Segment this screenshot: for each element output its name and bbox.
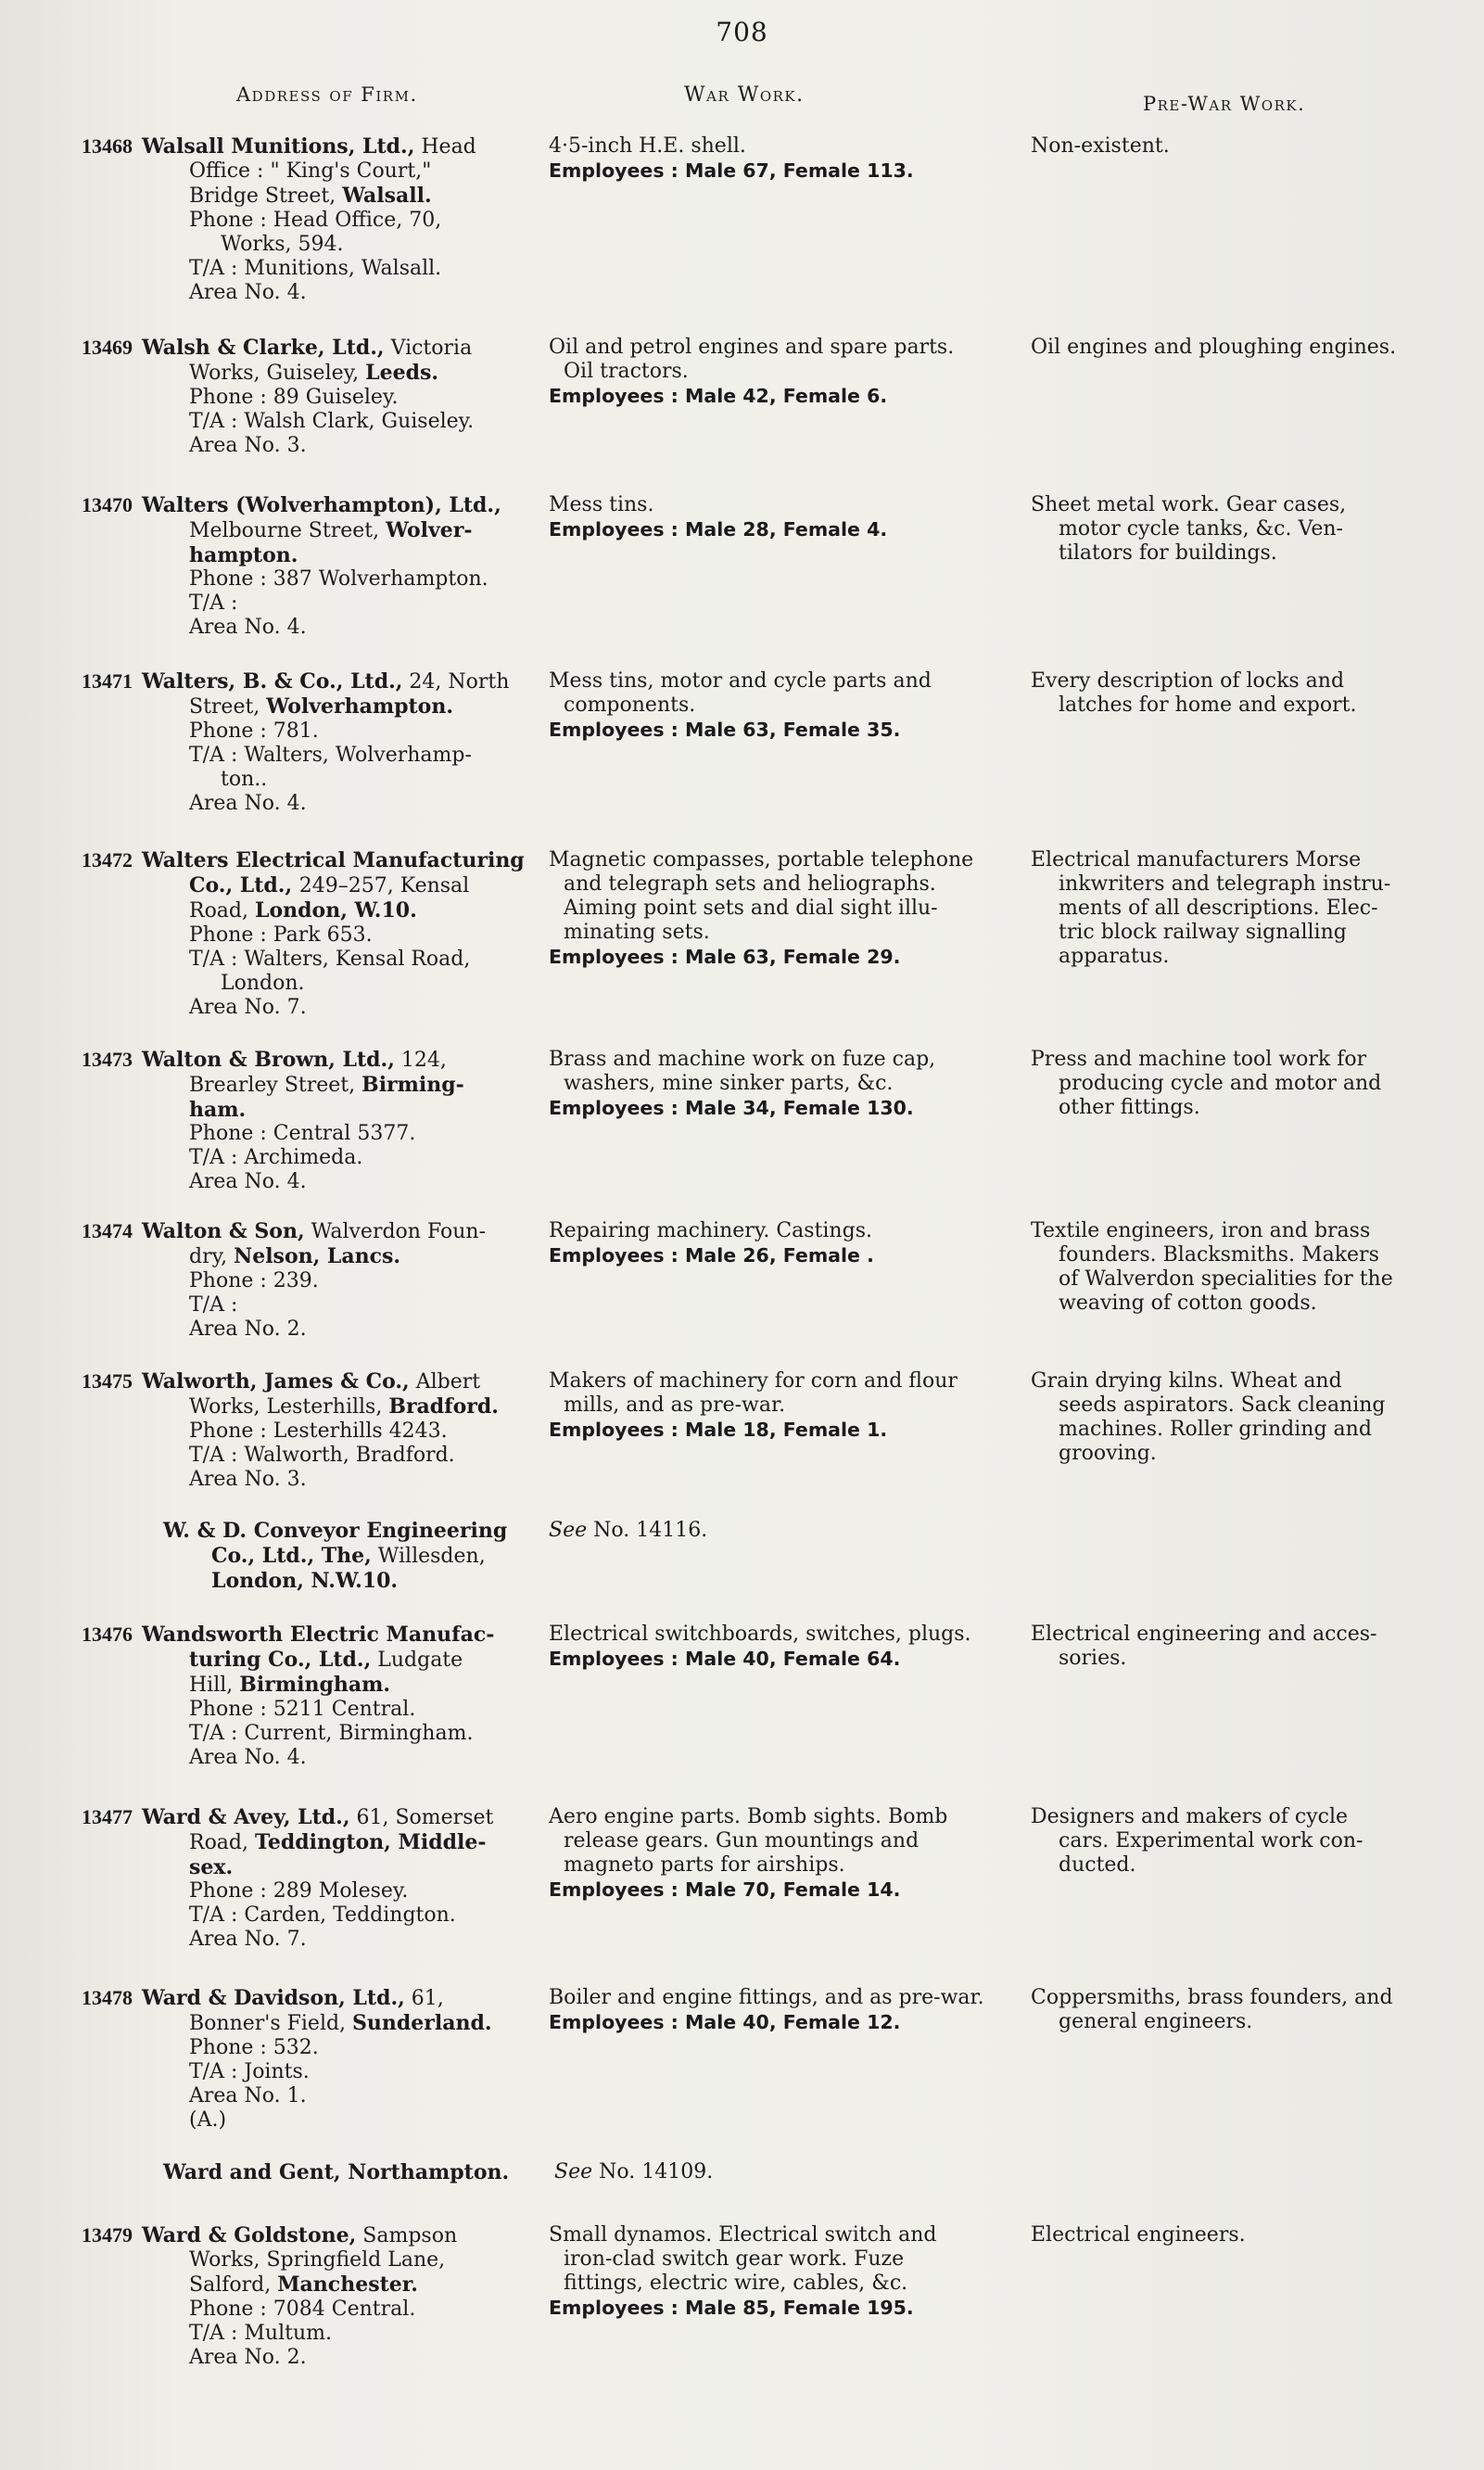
firm-name: Walton & Son, (142, 1219, 305, 1243)
war-work-text: mills, and as pre-war. (564, 1394, 786, 1417)
address-line: Walverdon Foun- (311, 1220, 487, 1243)
firm-name: Walters Electrical Manufacturing (142, 848, 525, 872)
see-reference-label: See (554, 2160, 593, 2184)
entry-number: 13470 (82, 493, 133, 516)
phone: Phone : Lesterhills 4243. (189, 1420, 448, 1443)
employees: Employees : Male 63, Female 35. (549, 719, 901, 741)
firm-name: Ward & Davidson, Ltd., (142, 1986, 405, 2010)
telegraphic-address: T/A : Multum. (189, 2322, 332, 2345)
address-line: Co., Ltd., 249–257, Kensal (189, 873, 470, 898)
pre-war-text: weaving of cotton goods. (1059, 1292, 1317, 1315)
entry-number: 13476 (82, 1623, 133, 1646)
war-work-text: Brass and machine work on fuze cap, (549, 1048, 936, 1071)
entry-number: 13479 (82, 2223, 133, 2247)
area-number: Area No. 4. (189, 281, 307, 304)
firm-address (82, 2223, 545, 2370)
area-number: Area No. 4. (189, 616, 307, 639)
pre-war-text: tric block railway signalling (1059, 921, 1347, 944)
war-work-text: Magnetic compasses, portable telephone (549, 848, 974, 872)
pre-war-work (1031, 2223, 1420, 2247)
telegraphic-address: T/A : (189, 1293, 238, 1317)
phone: Phone : Central 5377. (189, 1122, 416, 1145)
war-work-text: Aero engine parts. Bomb sights. Bomb (549, 1805, 948, 1828)
firm-name: Ward & Avey, Ltd., (142, 1805, 350, 1829)
pre-war-text: Oil engines and ploughing engines. (1031, 336, 1397, 359)
telegraphic-address: T/A : Walters, Wolverhamp- (189, 744, 472, 767)
firm-address (82, 1623, 545, 1770)
address-line: 24, North (409, 670, 510, 694)
phone: Phone : 387 Wolverhampton. (189, 567, 488, 591)
address-line: Co., Ltd., The, Willesden, (211, 1544, 486, 1568)
address-line: Albert (415, 1370, 481, 1394)
entry-number: 13468 (82, 134, 133, 158)
address-line: Office : " King's Court," (189, 159, 432, 183)
pre-war-text: cars. Experimental work con- (1059, 1829, 1364, 1852)
war-work (549, 1805, 1012, 1902)
see-reference: No. 14116. (593, 1519, 708, 1542)
pre-war-text: ments of all descriptions. Elec- (1059, 897, 1378, 920)
see-reference-label: See (549, 1519, 588, 1542)
address-line: ham. (189, 1098, 247, 1122)
telegraphic-address: T/A : Archimeda. (189, 1146, 363, 1169)
pre-war-text: other fittings. (1059, 1096, 1200, 1119)
pre-war-text: Textile engineers, iron and brass (1031, 1219, 1371, 1242)
pre-war-text: latches for home and export. (1059, 694, 1357, 717)
entry-number: 13472 (82, 848, 133, 872)
area-number: Area No. 2. (189, 2346, 307, 2369)
war-work-text: components. (564, 694, 696, 717)
pre-war-text: tilators for buildings. (1059, 541, 1277, 565)
area-number: Area No. 7. (189, 1928, 307, 1951)
phone: Phone : 781. (189, 719, 319, 743)
war-work-text: 4·5-inch H.E. shell. (549, 134, 746, 158)
pre-war-text: Designers and makers of cycle (1031, 1805, 1349, 1828)
address-line: Brearley Street, Birming- (189, 1073, 464, 1097)
address-line: Works, Lesterhills, Bradford. (189, 1394, 499, 1419)
firm-address (82, 493, 545, 640)
address-line: London, N.W.10. (211, 1569, 399, 1593)
employees: Employees : Male 63, Female 29. (549, 946, 901, 968)
war-work-text: Boiler and engine fittings, and as pre-war. (549, 1986, 984, 2009)
war-work-text: washers, mine sinker parts, &c. (564, 1072, 894, 1095)
pre-war-work (1031, 1623, 1420, 1671)
war-work-text: Mess tins, motor and cycle parts and (549, 669, 932, 693)
heading-pre-war-work: Pre-War Work. (1143, 93, 1306, 115)
war-work (549, 493, 1012, 541)
address-line: sex. (189, 1855, 234, 1879)
war-work (549, 669, 1012, 742)
entry-number: 13469 (82, 336, 133, 359)
war-work-text: Makers of machinery for corn and flour (549, 1369, 958, 1393)
pre-war-text: motor cycle tanks, &c. Ven- (1059, 517, 1343, 541)
pre-war-text: Every description of locks and (1031, 669, 1345, 693)
employees: Employees : Male 28, Female 4. (549, 518, 888, 541)
address-line: Works, Springfield Lane, (189, 2248, 446, 2272)
firm-name: Walsh & Clarke, Ltd., (142, 336, 385, 360)
employees: Employees : Male 85, Female 195. (549, 2297, 914, 2319)
firm-address (82, 336, 545, 458)
address-line: Road, Teddington, Middle- (189, 1830, 487, 1854)
address-line: Melbourne Street, Wolver- (189, 518, 473, 542)
war-work-text: and telegraph sets and heliographs. (564, 872, 936, 896)
firm-name: Walters (Wolverhampton), Ltd., (142, 493, 501, 517)
employees: Employees : Male 70, Female 14. (549, 1878, 901, 1901)
phone: Phone : 7084 Central. (189, 2298, 416, 2321)
firm-name: Ward & Goldstone, (142, 2223, 357, 2247)
entry-number: 13478 (82, 1986, 133, 2009)
address-line: 61, (411, 1987, 444, 2010)
pre-war-text: Electrical manufacturers Morse (1031, 848, 1362, 872)
war-work-text: magneto parts for airships. (564, 1853, 845, 1877)
firm-name: Walsall Munitions, Ltd., (142, 134, 415, 159)
address-line: Sampson (362, 2224, 458, 2247)
phone: Phone : 532. (189, 2036, 319, 2059)
address-line: turing Co., Ltd., Ludgate (189, 1648, 463, 1672)
war-work-text: minating sets. (564, 921, 710, 944)
pre-war-work (1031, 1219, 1420, 1316)
pre-war-text: founders. Blacksmiths. Makers (1059, 1243, 1379, 1267)
address-line: Hill, Birmingham. (189, 1673, 391, 1697)
telegraphic-address-continued: ton.. (221, 768, 268, 791)
pre-war-work (1031, 493, 1420, 566)
address-line: Bridge Street, Walsall. (189, 184, 432, 208)
war-work-text: Electrical switchboards, switches, plugs. (549, 1623, 971, 1646)
employees: Employees : Male 26, Female . (549, 1244, 874, 1267)
war-work (549, 1048, 1012, 1120)
area-suffix: (A.) (189, 2108, 227, 2132)
pre-war-work (1031, 1986, 1420, 2034)
address-line: Works, Guiseley, Leeds. (189, 361, 439, 385)
firm-address (82, 669, 545, 816)
war-work (549, 1369, 1012, 1442)
entry-number: 13473 (82, 1048, 133, 1071)
pre-war-work (1031, 669, 1420, 718)
pre-war-work (1031, 1805, 1420, 1878)
address-line: dry, Nelson, Lancs. (189, 1244, 401, 1268)
address-line: 61, Somerset (356, 1806, 494, 1829)
entry-number: 13474 (82, 1219, 133, 1242)
firm-name: W. & D. Conveyor Engineering (163, 1519, 508, 1543)
pre-war-work (1031, 336, 1420, 360)
firm-name: Walton & Brown, Ltd., (142, 1048, 395, 1072)
war-work-text: Oil tractors. (564, 360, 689, 383)
address-line: Bonner's Field, Sunderland. (189, 2011, 492, 2035)
firm-address (82, 1048, 545, 1194)
war-work-text: Oil and petrol engines and spare parts. (549, 336, 955, 359)
telegraphic-address: T/A : Carden, Teddington. (189, 1903, 456, 1927)
war-work (549, 1519, 1012, 1543)
pre-war-text: Press and machine tool work for (1031, 1048, 1367, 1071)
telegraphic-address-continued: London. (221, 972, 305, 995)
war-work (549, 1219, 1012, 1267)
heading-address: Address of Firm. (236, 83, 418, 106)
firm-address (82, 134, 545, 305)
phone-continued: Works, 594. (221, 233, 344, 256)
war-work (549, 1986, 1012, 2034)
address-line: Victoria (390, 337, 473, 360)
war-work-text: iron-clad switch gear work. Fuze (564, 2247, 905, 2271)
pre-war-text: Non-existent. (1031, 134, 1170, 158)
pre-war-text: general engineers. (1059, 2010, 1253, 2033)
pre-war-work (1031, 1369, 1420, 1466)
phone: Phone : 5211 Central. (189, 1698, 416, 1721)
area-number: Area No. 3. (189, 1468, 307, 1491)
firm-name: Ward and Gent, Northampton. (163, 2160, 510, 2184)
area-number: Area No. 3. (189, 434, 307, 457)
war-work (549, 1623, 1012, 1671)
pre-war-work (1031, 134, 1420, 159)
entry-number: 13471 (82, 669, 133, 693)
address-line: Salford, Manchester. (189, 2273, 418, 2297)
area-number: Area No. 4. (189, 792, 307, 815)
war-work-text: Repairing machinery. Castings. (549, 1219, 872, 1242)
pre-war-text: Grain drying kilns. Wheat and (1031, 1369, 1342, 1393)
employees: Employees : Male 18, Female 1. (549, 1419, 888, 1441)
firm-name: Wandsworth Electric Manufac- (142, 1623, 495, 1647)
war-work (554, 2160, 1018, 2184)
war-work (549, 336, 1012, 408)
firm-address (82, 1219, 545, 1342)
address-line: 124, (400, 1049, 447, 1072)
firm-address (82, 1986, 545, 2133)
war-work-text: Mess tins. (549, 493, 654, 516)
pre-war-text: Electrical engineering and acces- (1031, 1623, 1377, 1646)
phone: Phone : 89 Guiseley. (189, 386, 399, 409)
address-line: hampton. (189, 543, 298, 567)
telegraphic-address: T/A : Walters, Kensal Road, (189, 948, 471, 971)
employees: Employees : Male 34, Female 130. (549, 1097, 914, 1119)
phone: Phone : 239. (189, 1269, 319, 1292)
area-number: Area No. 4. (189, 1170, 307, 1193)
pre-war-text: grooving. (1059, 1442, 1157, 1465)
firm-address (82, 1369, 545, 1492)
telegraphic-address: T/A : Munitions, Walsall. (189, 257, 442, 280)
firm-name: Walworth, James & Co., (142, 1369, 410, 1394)
pre-war-text: producing cycle and motor and (1059, 1072, 1382, 1095)
area-number: Area No. 4. (189, 1746, 307, 1769)
telegraphic-address: T/A : (189, 592, 238, 615)
pre-war-work (1031, 848, 1420, 969)
war-work-text: release gears. Gun mountings and (564, 1829, 920, 1852)
war-work-text: Aiming point sets and dial sight illu- (564, 897, 938, 920)
war-work (549, 2223, 1012, 2320)
area-number: Area No. 7. (189, 996, 307, 1019)
area-number: Area No. 1. (189, 2084, 307, 2107)
firm-address (82, 848, 545, 1020)
employees: Employees : Male 40, Female 12. (549, 2011, 901, 2033)
war-work-text: fittings, electric wire, cables, &c. (564, 2272, 908, 2295)
pre-war-text: apparatus. (1059, 945, 1170, 968)
entry-number: 13475 (82, 1369, 133, 1393)
telegraphic-address: T/A : Current, Birmingham. (189, 1722, 474, 1745)
pre-war-text: seeds aspirators. Sack cleaning (1059, 1394, 1386, 1417)
pre-war-text: ducted. (1059, 1853, 1136, 1877)
entry-number: 13477 (82, 1805, 133, 1828)
pre-war-text: inkwriters and telegraph instru- (1059, 872, 1391, 896)
telegraphic-address: T/A : Walworth, Bradford. (189, 1444, 455, 1467)
phone: Phone : Head Office, 70, (189, 209, 442, 232)
pre-war-text: Coppersmiths, brass founders, and (1031, 1986, 1393, 2009)
telegraphic-address: T/A : Walsh Clark, Guiseley. (189, 410, 475, 433)
employees: Employees : Male 40, Female 64. (549, 1648, 901, 1670)
pre-war-text: of Walverdon specialities for the (1059, 1267, 1393, 1291)
employees: Employees : Male 67, Female 113. (549, 159, 914, 182)
war-work-text: Small dynamos. Electrical switch and (549, 2223, 937, 2247)
war-work (549, 848, 1012, 969)
address-line: Road, London, W.10. (189, 898, 417, 923)
address-line: Head (421, 135, 476, 159)
pre-war-text: Electrical engineers. (1031, 2223, 1246, 2247)
pre-war-text: Sheet metal work. Gear cases, (1031, 493, 1347, 516)
page-number: 708 (716, 17, 768, 47)
employees: Employees : Male 42, Female 6. (549, 385, 888, 407)
pre-war-text: machines. Roller grinding and (1059, 1418, 1372, 1441)
area-number: Area No. 2. (189, 1318, 307, 1341)
war-work (549, 134, 1012, 183)
phone: Phone : 289 Molesey. (189, 1879, 409, 1903)
heading-war-work: War Work. (684, 83, 805, 107)
see-reference: No. 14109. (599, 2160, 714, 2184)
phone: Phone : Park 653. (189, 923, 373, 947)
telegraphic-address: T/A : Joints. (189, 2060, 310, 2083)
firm-name: Walters, B. & Co., Ltd., (142, 669, 403, 694)
firm-address (82, 1805, 545, 1952)
pre-war-text: sories. (1059, 1647, 1127, 1670)
address-line: Street, Wolverhampton. (189, 694, 454, 719)
pre-war-work (1031, 1048, 1420, 1120)
